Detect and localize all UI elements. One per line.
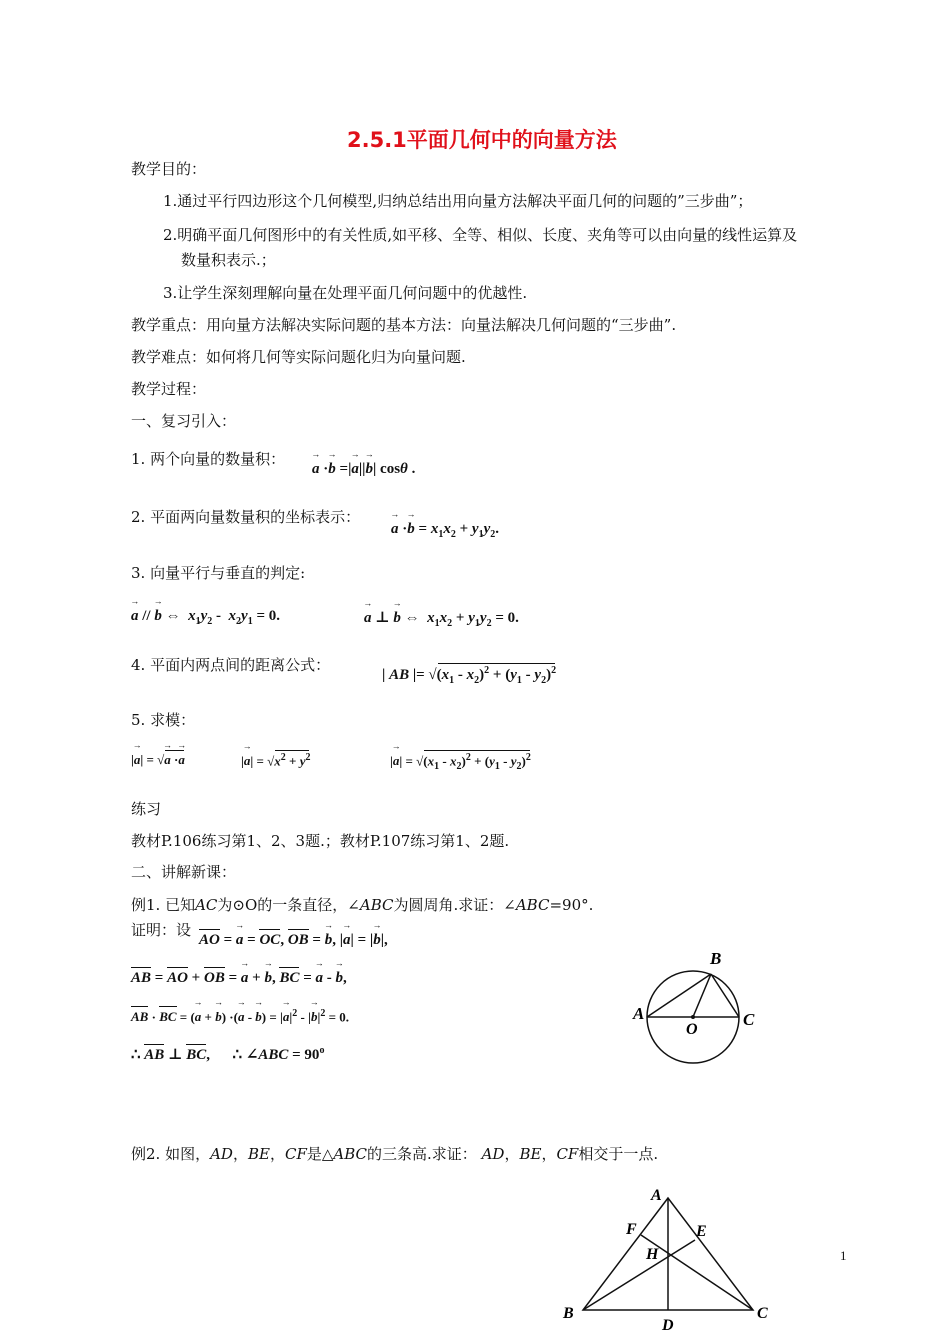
proof-line-3: AB · BC = (a → + b →) ·(a → - b →) = $|a \to|^2 - |b \to|^2 = 0$. <box>131 1008 349 1025</box>
chord-bc <box>711 974 739 1017</box>
proof-line-4: ∴ AB ⊥ BC, ∴ ∠ABC = $90^o$ <box>131 1045 325 1063</box>
practice-heading: 练习 <box>131 800 162 818</box>
page-title: 2.5.1平面几何中的向量方法 <box>347 128 617 152</box>
review-item-4: 4. 平面内两点间的距离公式： <box>131 656 331 674</box>
new-lesson-heading: 二、讲解新课： <box>131 863 237 881</box>
figure-triangle-diagram <box>555 1180 785 1344</box>
center-point <box>691 1015 695 1019</box>
example-1-statement: 例1. 已知AC为⊙O的一条直径，∠ABC为圆周角.求证：∠ABC=90°. <box>131 896 594 914</box>
review-heading: 一、复习引入： <box>131 412 237 430</box>
formula-coordinate-product: a → ·b → = $x_1x_2 + y_1y_2$. <box>391 521 499 540</box>
proof-line-2: AB = AO + OB = a → + b →, BC = a → - b →, <box>131 970 347 987</box>
key-point: 教学重点：用向量方法解决实际问题的基本方法：向量法解决几何问题的“三步曲”. <box>131 316 677 334</box>
process-heading: 教学过程： <box>131 380 207 398</box>
label-o: O <box>686 1021 698 1038</box>
label-c: C <box>743 1010 755 1029</box>
label-f: F <box>626 1221 637 1238</box>
figure-circle-diagram <box>625 945 770 1070</box>
label-e: E <box>696 1223 707 1240</box>
label-d: D <box>662 1317 674 1334</box>
difficulty: 教学难点：如何将几何等实际问题化归为向量问题. <box>131 348 466 366</box>
label-h: H <box>646 1246 659 1263</box>
page-number: 1 <box>840 1248 847 1263</box>
review-item-1: 1. 两个向量的数量积： <box>131 450 286 468</box>
proof-label: 证明：设 <box>131 921 192 939</box>
review-item-2: 2. 平面两向量数量积的坐标表示： <box>131 508 361 526</box>
label-b: B <box>710 949 722 968</box>
label-a: A <box>651 1187 662 1204</box>
formula-parallel: a → // b → ⇔ $x_1y_2 - x_2y_1 = 0$. <box>131 608 280 627</box>
objective-1: 1.通过平行四边形这个几何模型,归纳总结出用向量方法解决平面几何的问题的”三步曲”； <box>163 192 753 210</box>
formula-distance: | AB |= $√(x_1 - x_2)^2 + (y_1 - y_2)^2$ <box>382 665 557 686</box>
label-a: A <box>633 1004 645 1023</box>
review-item-5: 5. 求模： <box>131 711 196 729</box>
label-c: C <box>757 1305 768 1322</box>
objective-3: 3.让学生深刻理解向量在处理平面几何问题中的优越性. <box>163 284 528 302</box>
objective-2: 2.明确平面几何图形中的有关性质,如平移、全等、相似、长度、夹角等可以由向量的线性运算及 <box>163 226 798 244</box>
formula-modulus-2: |a →| = $√x^2 + y^2$ <box>241 752 310 769</box>
proof-line-1: AO = a → = OC, OB = b →, |a →| = |b →|, <box>199 932 388 949</box>
practice-text: 教材P.106练习第1、2、3题.；教材P.107练习第1、2题. <box>131 832 510 850</box>
formula-modulus-3: |a →| = $√(x_1 - x_2)^2 + (y_1 - y_2)^2$ <box>390 752 531 772</box>
review-item-3: 3. 向量平行与垂直的判定: <box>131 564 306 582</box>
objectives-heading: 教学目的： <box>131 160 207 178</box>
formula-dot-product: a → ·b → =|a →||b →| cosθ . <box>312 461 415 478</box>
altitude-be <box>583 1240 695 1310</box>
formula-modulus-1: |a →| = √a → ·a → <box>131 752 185 768</box>
example-2-statement: 例2. 如图，AD，BE，CF是△ABC的三条高.求证： AD，BE，CF相交于一点. <box>131 1145 659 1163</box>
formula-perpendicular: a → ⊥ b → ⇔ $x_1x_2 + y_1y_2 = 0$. <box>364 608 519 629</box>
objective-2-cont: 数量积表示.； <box>181 251 276 269</box>
label-b: B <box>563 1305 574 1322</box>
